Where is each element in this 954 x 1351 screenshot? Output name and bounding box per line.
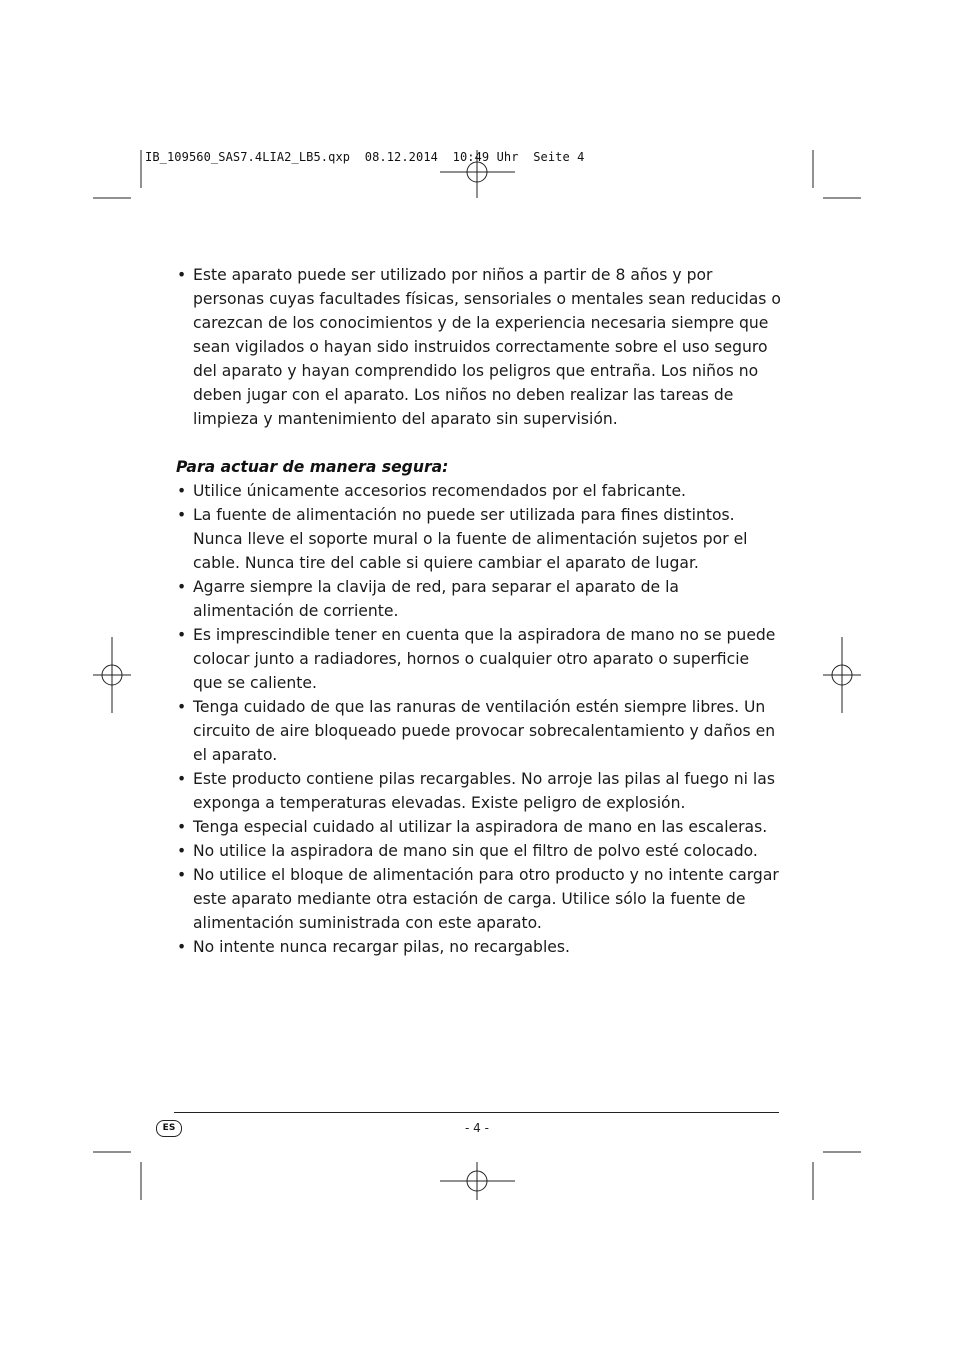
footer-divider (174, 1112, 779, 1113)
list-item: • Tenga cuidado de que las ranuras de ventilación estén siempre libres. Un circuito de aire bloqueado puede provocar sobrecalentamiento y daños en el aparato. (176, 695, 782, 767)
list-item: • Utilice únicamente accesorios recomendados por el fabricante. (176, 479, 782, 503)
main-content (176, 263, 782, 959)
list-item: • La fuente de alimentación no puede ser utilizada para fines distintos. Nunca lleve el soporte mural o la fuente de alimentación sujetos por el cable. Nunca tire del cable si quiere cambiar el aparato de lugar. (176, 503, 782, 575)
section-heading: Para actuar de manera segura: (176, 458, 449, 476)
list-item: • Este producto contiene pilas recargables. No arroje las pilas al fuego ni las exponga a temperaturas elevadas. Existe peligro de explosión. (176, 767, 782, 815)
list-item: • Tenga especial cuidado al utilizar la aspiradora de mano en las escaleras. (176, 815, 782, 839)
list-item: • No intente nunca recargar pilas, no recargables. (176, 935, 782, 959)
page-number: - 4 - (465, 1121, 489, 1135)
list-item: • Es imprescindible tener en cuenta que la aspiradora de mano no se puede colocar junto a radiadores, hornos o cualquier otro aparato o superficie que se caliente. (176, 623, 782, 695)
list-item: • Agarre siempre la clavija de red, para separar el aparato de la alimentación de corriente. (176, 575, 782, 623)
language-badge: ES (156, 1120, 182, 1137)
print-slug-line: IB_109560_SAS7.4LIA2_LB5.qxp 08.12.2014 10:49 Uhr Seite 4 (145, 150, 585, 164)
intro-bullet-list (176, 263, 782, 431)
list-item: • No utilice el bloque de alimentación para otro producto y no intente cargar este aparato mediante otra estación de carga. Utilice sólo la fuente de alimentación suministrada con este aparato. (176, 863, 782, 935)
list-item: • No utilice la aspiradora de mano sin que el filtro de polvo esté colocado. (176, 839, 782, 863)
safety-bullet-list (176, 479, 782, 959)
list-item: • Este aparato puede ser utilizado por niños a partir de 8 años y por personas cuyas facultades físicas, sensoriales o mentales sean reducidas o carezcan de los conocimientos y de la experiencia necesaria siempre que sean vigilados o hayan sido instruidos correctamente sobre el uso seguro del aparato y hayan comprendido los peligros que entraña. Los niños no deben jugar con el aparato. Los niños no deben realizar las tareas de limpieza y mantenimiento del aparato sin supervisión. (176, 263, 782, 431)
